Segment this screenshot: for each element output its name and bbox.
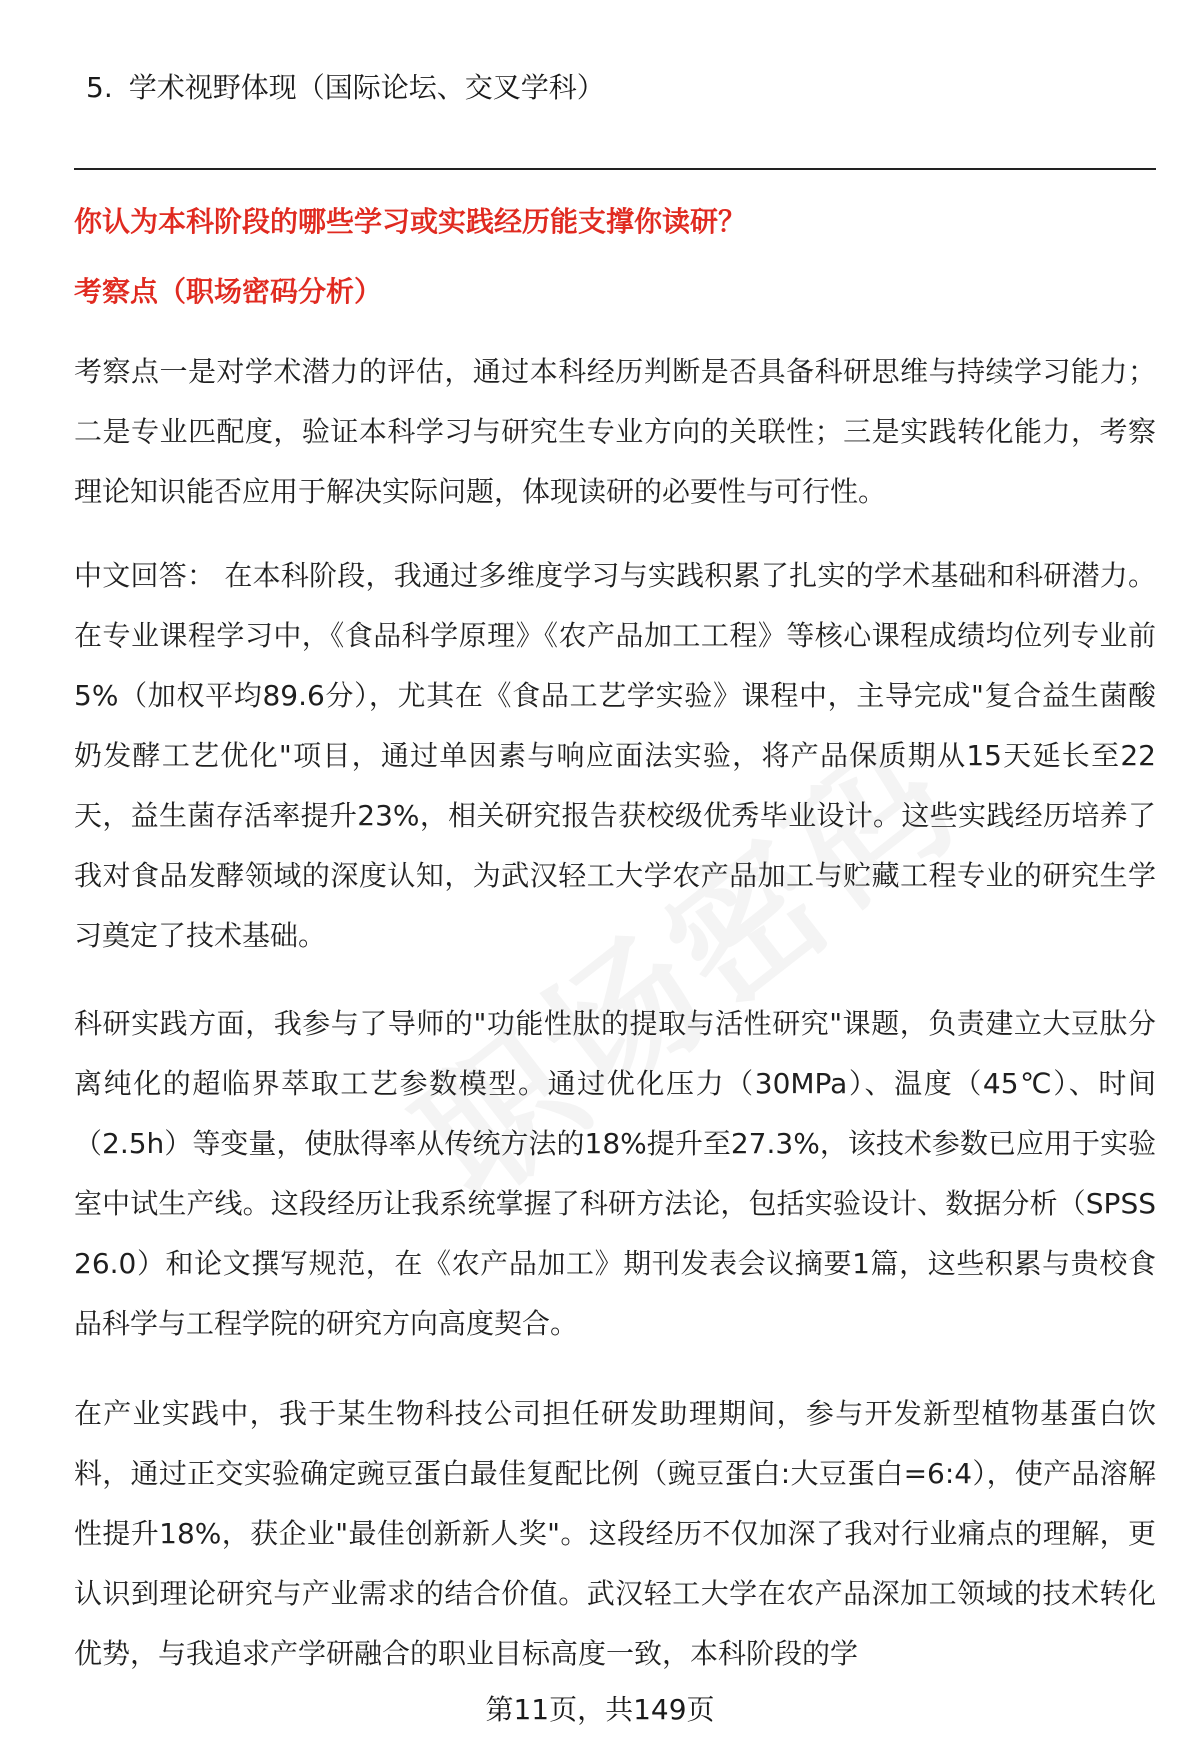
paragraph-research-practice: 科研实践方面，我参与了导师的"功能性肽的提取与活性研究"课题，负责建立大豆肽分离纯化的超临界萃取工艺参数模型。通过优化压力（30MPa）、温度（45℃）、时间（2.5h）等变量，使肽得率从传统方法的18%提升至27.3%，该技术参数已应用于实验室中试生产线。这段经历让我系统掌握了科研方法论，包括实验设计、数据分析（SPSS 26.0）和论文撰写规范，在《农产品加工》期刊发表会议摘要1篇，这些积累与贵校食品科学与工程学院的研究方向高度契合。 bbox=[74, 1007, 1156, 1340]
paragraph-answer-intro: 中文回答： 在本科阶段，我通过多维度学习与实践积累了扎实的学术基础和科研潜力。在专业课程学习中，《食品科学原理》《农产品加工工程》等核心课程成绩均位列专业前5%（加权平均89.6分），尤其在《食品工艺学实验》课程中，主导完成"复合益生菌酸奶发酵工艺优化"项目，通过单因素与响应面法实验，将产品保质期从15天延长至22天，益生菌存活率提升23%，相关研究报告获校级优秀毕业设计。这些实践经历培养了我对食品发酵领域的深度认知，为武汉轻工大学农产品加工与贮藏工程专业的研究生学习奠定了技术基础。 bbox=[74, 559, 1156, 952]
question-heading: 你认为本科阶段的哪些学习或实践经历能支撑你读研？ bbox=[74, 205, 747, 238]
section-title: 考察点（职场密码分析） bbox=[74, 275, 383, 308]
list-item-text: 学术视野体现（国际论坛、交叉学科） bbox=[128, 71, 605, 104]
list-item bbox=[86, 66, 605, 110]
paragraph-industry-practice: 在产业实践中，我于某生物科技公司担任研发助理期间，参与开发新型植物基蛋白饮料，通过正交实验确定豌豆蛋白最佳复配比例（豌豆蛋白:大豆蛋白=6:4），使产品溶解性提升18%，获企业"最佳创新新人奖"。这段经历不仅加深了我对行业痛点的理解，更认识到理论研究与产业需求的结合价值。武汉轻工大学在农产品深加工领域的技术转化优势，与我追求产学研融合的职业目标高度一致，本科阶段的学 bbox=[74, 1397, 1156, 1670]
paragraph-analysis: 考察点一是对学术潜力的评估，通过本科经历判断是否具备科研思维与持续学习能力；二是专业匹配度，验证本科学习与研究生专业方向的关联性；三是实践转化能力，考察理论知识能否应用于解决实际问题，体现读研的必要性与可行性。 bbox=[74, 355, 1156, 508]
page-footer: 第11页，共149页 bbox=[485, 1693, 715, 1726]
list-item-number: 5. bbox=[86, 71, 113, 104]
divider bbox=[74, 168, 1156, 170]
